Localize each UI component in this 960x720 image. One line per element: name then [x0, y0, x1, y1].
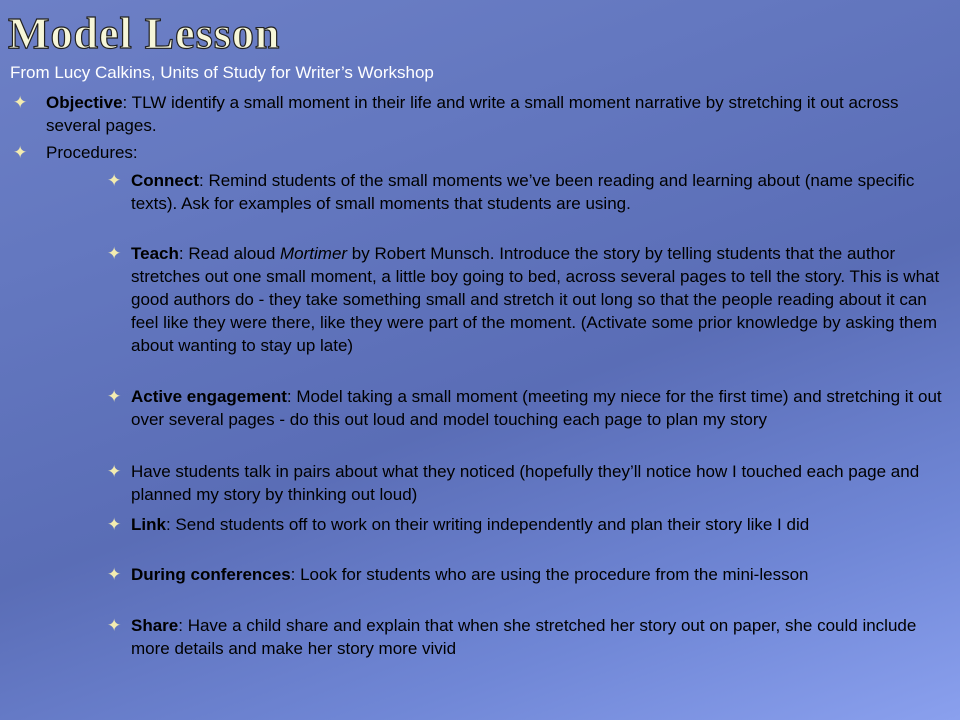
- bullet-share: [107, 614, 953, 660]
- four-point-star-icon: ✦: [107, 616, 122, 635]
- bullet-label: Share: [131, 616, 179, 635]
- four-point-star-icon: ✦: [13, 143, 28, 162]
- bullet-text-pre: : Read aloud: [178, 244, 281, 263]
- four-point-star-icon: ✦: [107, 387, 122, 406]
- bullet-text: by Robert Munsch. Introduce the story by telling students that the author stretches out one small moment, a little boy going to bed, across several pages to tell the story. This is what good authors do - they take something small and stretch it out long so that the people reading about it can feel like they were there, like they were part of the moment. (Activate some prior knowledge by asking them about wanting to stay up late): [131, 244, 940, 355]
- bullet-label: Link: [131, 515, 166, 534]
- bullet-text: : Remind students of the small moments we’ve been reading and learning about (name specific texts). Ask for examples of small moments that students are using.: [131, 171, 915, 213]
- four-point-star-icon: ✦: [13, 93, 28, 112]
- bullet-label: During conferences: [131, 565, 291, 584]
- bullet-teach: [107, 242, 953, 357]
- bullet-during-conferences: [107, 563, 953, 586]
- bullet-text: : Model taking a small moment (meeting my niece for the first time) and stretching it out over several pages - do this out loud and model touching each page to plan my story: [131, 387, 942, 429]
- bullet-label: Connect: [131, 171, 199, 190]
- bullet-pairs: [107, 460, 953, 506]
- slide-subtitle: From Lucy Calkins, Units of Study for Writer’s Workshop: [10, 63, 434, 82]
- bullet-procedures: [13, 141, 946, 164]
- bullet-label: Objective: [46, 93, 123, 112]
- bullet-link: [107, 513, 953, 536]
- four-point-star-icon: ✦: [107, 565, 122, 584]
- four-point-star-icon: ✦: [107, 171, 122, 190]
- bullet-objective: [13, 91, 946, 137]
- four-point-star-icon: ✦: [107, 515, 122, 534]
- bullet-text: Have students talk in pairs about what they noticed (hopefully they’ll notice how I touched each page and planned my story by thinking out loud): [131, 462, 920, 504]
- four-point-star-icon: ✦: [107, 462, 122, 481]
- bullet-label: Active engagement: [131, 387, 287, 406]
- slide-title: Model Lesson: [8, 9, 281, 58]
- bullet-text: Procedures:: [46, 143, 138, 162]
- four-point-star-icon: ✦: [107, 244, 122, 263]
- bullet-connect: [107, 169, 953, 215]
- bullet-active-engagement: [107, 385, 953, 431]
- bullet-text: : Send students off to work on their writing independently and plan their story like I did: [165, 515, 810, 534]
- bullet-text: : Have a child share and explain that when she stretched her story out on paper, she could include more details and make her story more vivid: [131, 616, 917, 658]
- bullet-label: Teach: [131, 244, 179, 263]
- bullet-text: : Look for students who are using the procedure from the mini-lesson: [290, 565, 809, 584]
- bullet-text: : TLW identify a small moment in their life and write a small moment narrative by stretching it out across several pages.: [46, 93, 899, 135]
- book-title: Mortimer: [280, 244, 348, 263]
